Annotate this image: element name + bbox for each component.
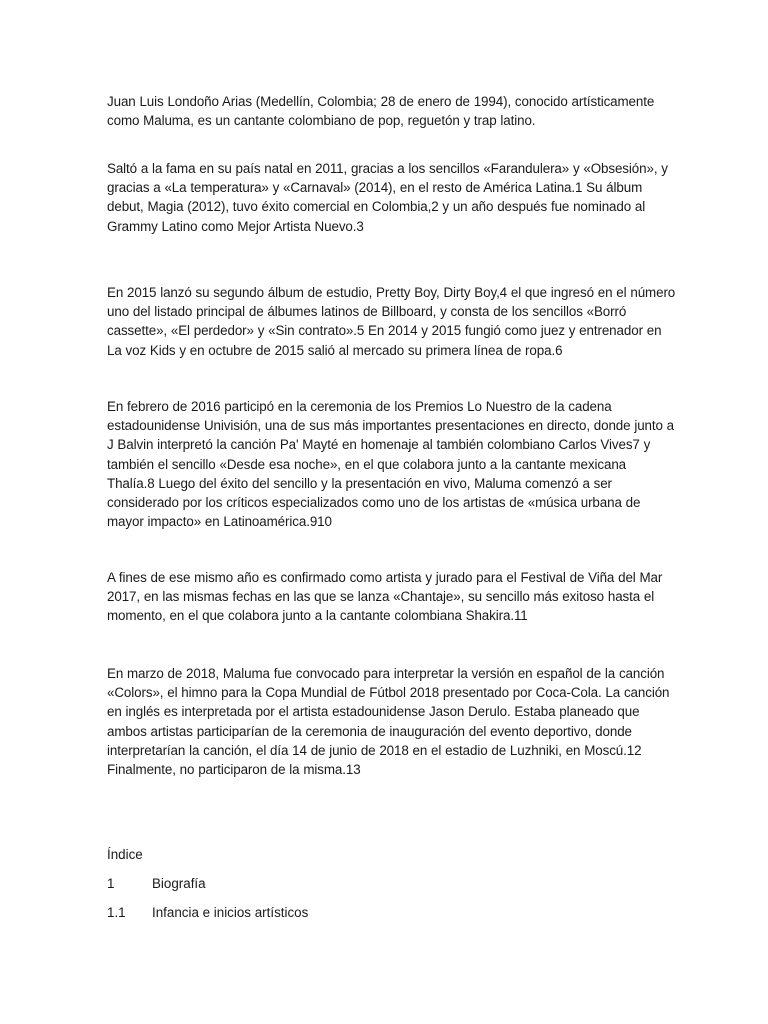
paragraph-fame: Saltó a la fama en su país natal en 2011, gracias a los sencillos «Farandulera» y «Obsesión», y gracias a «La temperatura» y «Carnaval» (2014), en el resto de América Latina.1 Su álbum debut, Magia (2012), tuvo éxito comercial en Colombia,2 y un año después fue nominado al Grammy Latino como Mejor Artista Nuevo.3 [107, 161, 668, 234]
toc-item[interactable] [107, 903, 308, 922]
toc-item-number: 1.1 [107, 905, 126, 920]
toc-item-label: Biografía [152, 876, 206, 891]
toc-item[interactable] [107, 874, 206, 893]
toc-title: Índice [107, 847, 143, 862]
paragraph-intro: Juan Luis Londoño Arias (Medellín, Colombia; 28 de enero de 1994), conocido artísticamente como Maluma, es un cantante colombiano de pop, reguetón y trap latino. [107, 94, 655, 129]
paragraph-2018: En marzo de 2018, Maluma fue convocado para interpretar la versión en español de la canción «Colors», el himno para la Copa Mundial de Fútbol 2018 presentado por Coca-Cola. La canción en inglés es interpretada por el artista estadounidense Jason Derulo. Estaba planeado que ambos artistas participarían de la ceremonia de inauguración del evento deportivo, donde interpretarían la canción, el día 14 de junio de 2018 en el estadio de Luzhniki, en Moscú.12 Finalmente, no participaron de la misma.13 [107, 666, 670, 778]
paragraph-vina-del-mar: A fines de ese mismo año es confirmado como artista y jurado para el Festival de Viña del Mar 2017, en las mismas fechas en las que se lanza «Chantaje», su sencillo más exitoso hasta el momento, en el que colabora junto a la cantante colombiana Shakira.11 [107, 570, 663, 624]
toc-item-label: Infancia e inicios artísticos [152, 905, 309, 920]
paragraph-2016: En febrero de 2016 participó en la ceremonia de los Premios Lo Nuestro de la cadena estadounidense Univisión, una de sus más importantes presentaciones en directo, donde junto a J Balvin interpretó la canción Pa' Mayté en homenaje al también colombiano Carlos Vives7 y también el sencillo «Desde esa noche», en el que colabora junto a la cantante mexicana Thalía.8 Luego del éxito del sencillo y la presentación en vivo, Maluma comenzó a ser considerado por los críticos especializados como uno de los artistas de «música urbana de mayor impacto» en Latinoamérica.910 [107, 399, 675, 530]
paragraph-2015: En 2015 lanzó su segundo álbum de estudio, Pretty Boy, Dirty Boy,4 el que ingresó en el número uno del listado principal de álbumes latinos de Billboard, y consta de los sencillos «Borró cassette», «El perdedor» y «Sin contrato».5 En 2014 y 2015 fungió como juez y entrenador en La voz Kids y en octubre de 2015 salió al mercado su primera línea de ropa.6 [107, 285, 676, 358]
toc-item-number: 1 [107, 876, 115, 891]
